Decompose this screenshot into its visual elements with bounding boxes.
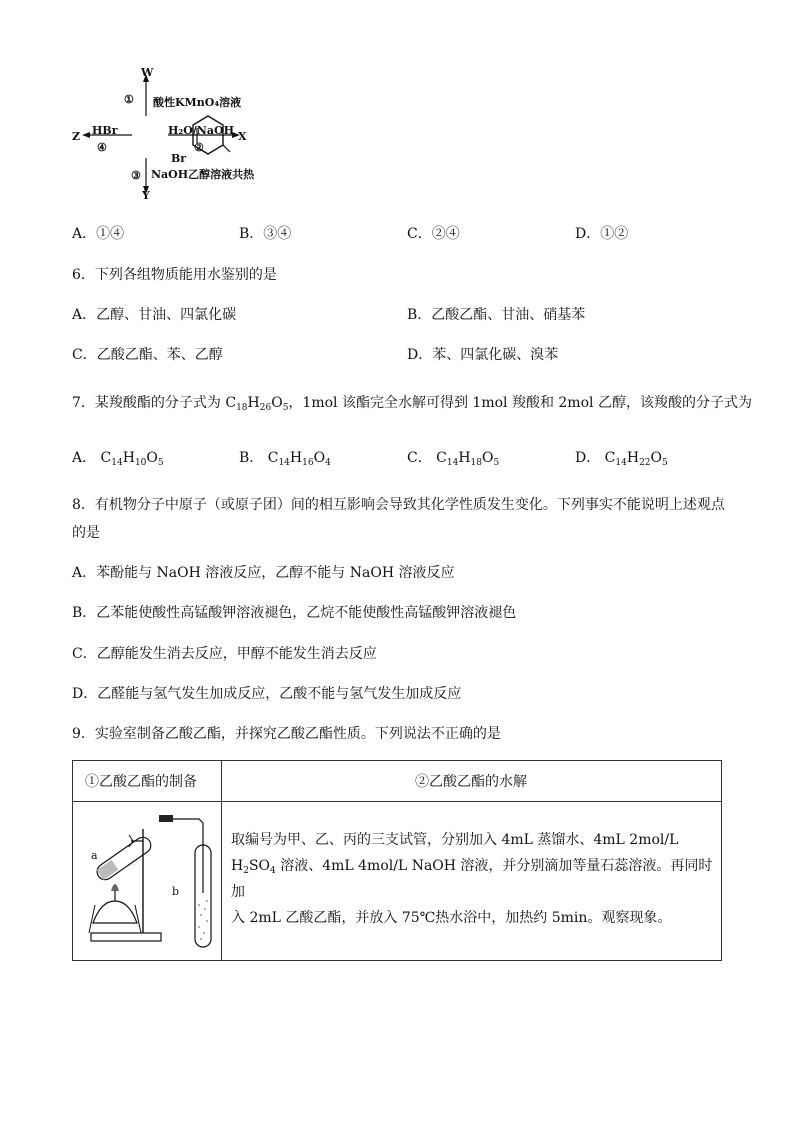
ester-apparatus-illustration xyxy=(81,805,217,955)
reagent-2: H₂O/NaOH xyxy=(168,124,234,137)
q5-option-c: C．②④ xyxy=(407,226,460,242)
q8-option-c: C．乙醇能发生消去反应，甲醇不能发生消去反应 xyxy=(72,646,377,662)
reagent-4-num: ④ xyxy=(97,141,107,154)
q5-option-a: A．①④ xyxy=(72,226,125,242)
reagent-1: 酸性KMnO₄溶液 xyxy=(153,96,242,109)
q9-hydrolysis-procedure: 取编号为甲、乙、丙的三支试管，分别加入 4mL 蒸馏水、4mL 2mol/L $H_2SO_4$ 溶液、4mL 4mol/L NaOH 溶液，并分别滴加等量石蕊溶液。再同时加 入 2mL 乙酸乙酯，并放入 75℃热水浴中，加热约 5min。观察现象。 xyxy=(231,832,713,926)
q6-option-d: D．苯、四氯化碳、溴苯 xyxy=(407,347,559,363)
reagent-3: NaOH乙醇溶液共热 xyxy=(151,168,255,181)
q7-option-d: D． $C_{14}H_{22}O_5$ xyxy=(575,450,668,468)
q5-option-d: D．①② xyxy=(575,226,629,242)
reagent-4: HBr xyxy=(92,124,118,137)
q7-option-b: B． $C_{14}H_{16}O_4$ xyxy=(239,450,331,468)
apparatus-label-b: b xyxy=(172,885,180,898)
label-x: X xyxy=(238,130,247,143)
q5-option-b: B．③④ xyxy=(239,226,292,242)
q6-option-c: C．乙酸乙酯、苯、乙醇 xyxy=(72,347,223,363)
reagent-2-num: ② xyxy=(194,141,204,154)
label-z: Z xyxy=(72,130,81,143)
substituent-br: Br xyxy=(171,152,187,165)
q9-stem: 9．实验室制备乙酸乙酯，并探究乙酸乙酯性质。下列说法不正确的是 xyxy=(72,726,501,742)
q9-table xyxy=(72,760,722,961)
q8-stem-line1: 8．有机物分子中原子（或原子团）间的相互影响会导致其化学性质发生变化。下列事实不能说明上述观点 xyxy=(72,497,725,513)
apparatus-label-a: a xyxy=(91,849,98,862)
q6-stem: 6．下列各组物质能用水鉴别的是 xyxy=(72,267,277,283)
q8-option-a: A．苯酚能与 NaOH 溶液反应，乙醇不能与 NaOH 溶液反应 xyxy=(72,565,455,581)
reagent-1-num: ① xyxy=(124,93,134,106)
br-bond xyxy=(223,145,230,152)
q7-stem: 7．某羧酸酯的分子式为 $C_{18}H_{26}O_5$，1mol 该酯完全水解可得到 1mol 羧酸和 2mol 乙醇，该羧酸的分子式为 xyxy=(72,395,752,413)
q7-option-c: C． $C_{14}H_{18}O_5$ xyxy=(407,450,500,468)
q6-option-b: B．乙酸乙酯、甘油、硝基苯 xyxy=(407,307,586,323)
label-w: W xyxy=(141,66,154,79)
q7-option-a: A． $C_{14}H_{10}O_5$ xyxy=(72,450,164,468)
q8-stem-line2: 的是 xyxy=(72,525,100,541)
q8-option-d: D．乙醛能与氢气发生加成反应，乙酸不能与氢气发生加成反应 xyxy=(72,686,462,702)
q9-col2-header: ②乙酸乙酯的水解 xyxy=(415,774,527,790)
label-y: Y xyxy=(142,189,150,202)
reagent-3-num: ③ xyxy=(131,169,141,182)
q6-option-a: A．乙醇、甘油、四氯化碳 xyxy=(72,307,237,323)
q8-option-b: B．乙苯能使酸性高锰酸钾溶液褪色，乙烷不能使酸性高锰酸钾溶液褪色 xyxy=(72,605,517,621)
q9-col1-header: ①乙酸乙酯的制备 xyxy=(85,774,197,790)
